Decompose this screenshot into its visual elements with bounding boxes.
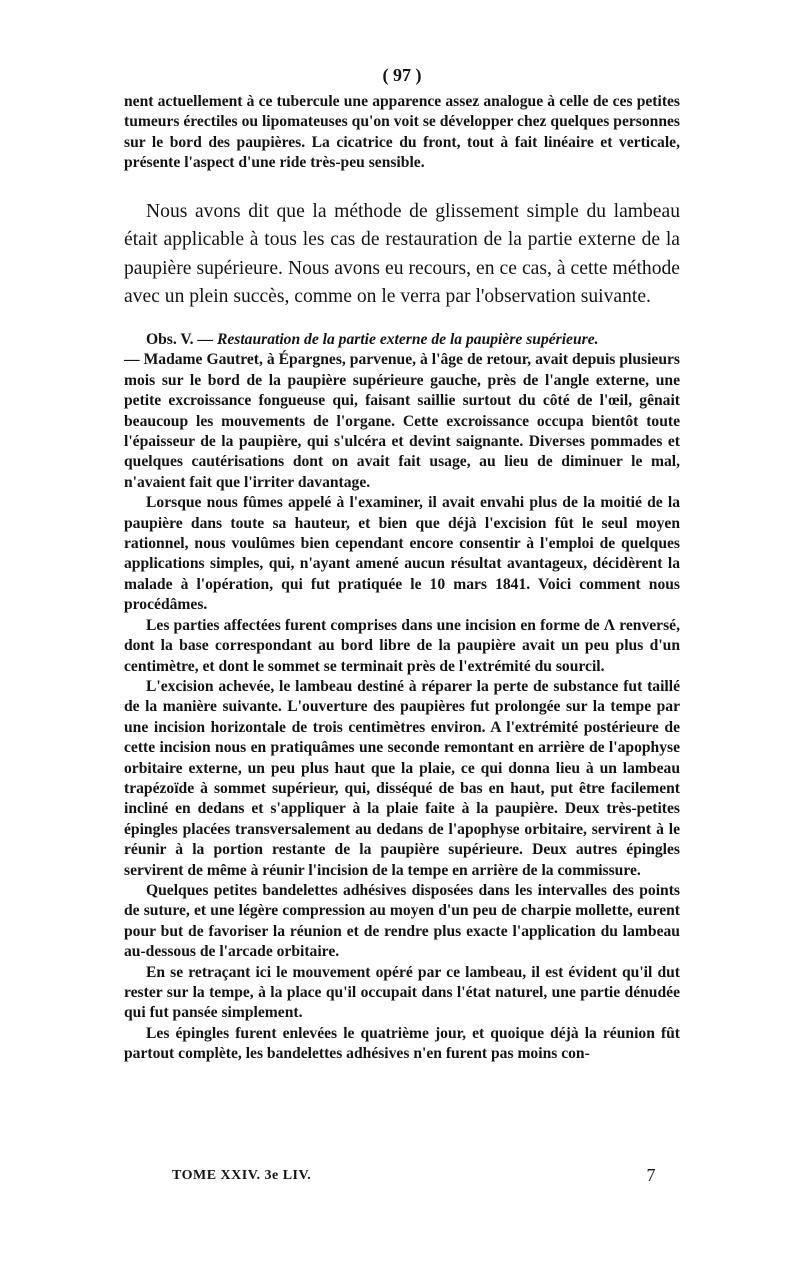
signature-mark: 7 [646, 1165, 656, 1185]
page-footer [172, 1165, 656, 1186]
paragraph-examination: Lorsque nous fûmes appelé à l'examiner, il avait envahi plus de la moitié de la paupière dans toute sa hauteur, et bien que déjà l'excision fût le seul moyen rationnel, nous voulûmes bien cependant encore consentir à l'emploi de quelques applications simples, qui, n'ayant amené aucun résultat avantageux, décidèrent la malade à l'opération, qui fut pratiquée le 10 mars 1841. Voici comment nous procédâmes. [124, 494, 680, 614]
observation-label: Obs. V. — [146, 331, 214, 348]
paragraph-dressing: Quelques petites bandelettes adhésives disposées dans les intervalles des points de suture, et une légère compression au moyen d'un peu de charpie mollette, eurent pour but de favoriser la réunion et de rendre plus exacte l'application du lambeau au-dessous de l'arcade orbitaire. [124, 881, 680, 961]
paragraph-incision: Les parties affectées furent comprises dans une incision en forme de Λ renversé, dont la base correspondant au bord libre de la paupière avait un peu plus d'un centimètre, et dont le sommet se terminait près de l'extrémité du sourcil. [124, 616, 680, 675]
volume-reference: TOME XXIV. 3e LIV. [172, 1168, 312, 1183]
paragraph-flap: L'excision achevée, le lambeau destiné à réparer la perte de substance fut taillé de la manière suivante. L'ouverture des paupières fut prolongée sur la tempe par une incision horizontale de trois centimètres environ. A l'extrémité postérieure de cette incision nous en pratiquâmes une seconde remontant en arrière de l'apophyse orbitaire externe, un peu plus haut que la plaie, ce qui donna lieu à un lambeau trapézoïde à sommet supérieur, qui, disséqué de bas en haut, put être facilement incliné en dedans et s'appliquer à la plaie faite à la paupière. Deux très-petites épingles placées transversalement au dedans de l'apophyse orbitaire, servirent à le réunir à la portion restante de la paupière supérieure. Deux autres épingles servirent de même à réunir l'incision de la tempe en arrière de la commissure. [124, 677, 680, 879]
paragraph-continuation: nent actuellement à ce tubercule une apparence assez analogue à celle de ces petites tumeurs érectiles ou lipomateuses qu'on voit se développer chez quelques personnes sur le bord des paupières. La cicatrice du front, tout à fait linéaire et verticale, présente l'aspect d'une ride très-peu sensible. [124, 93, 680, 172]
observation-title: Restauration de la partie externe de la paupière supérieure. [216, 331, 599, 348]
document-page [124, 58, 680, 1208]
page-number: ( 97 ) [382, 65, 422, 85]
paragraph-method: Nous avons dit que la méthode de glissement simple du lambeau était applicable à tous les cas de restauration de la partie externe de la paupière supérieure. Nous avons eu recours, en ce cas, à cette méthode avec un plein succès, comme on le verra par l'observation suivante. [124, 200, 680, 308]
paragraph-movement: En se retraçant ici le mouvement opéré par ce lambeau, il est évident qu'il dut rester sur la tempe, à la place qu'il occupait dans l'état naturel, une partie dénudée qui fut pansée simplement. [124, 963, 680, 1022]
paragraph-pins: Les épingles furent enlevées le quatrième jour, et quoique déjà la réunion fût partout complète, les bandelettes adhésives n'en furent pas moins con- [124, 1024, 680, 1063]
observation-heading [124, 330, 680, 350]
paragraph-case: — Madame Gautret, à Épargnes, parvenue, à l'âge de retour, avait depuis plusieurs mois sur le bord de la paupière supérieure gauche, près de l'angle externe, une petite excroissance fongueuse qui, faisant saillie surtout du côté de l'œil, gênait beaucoup les mouvements de l'organe. Cette excroissance occupa bientôt toute l'épaisseur de la paupière, qui s'ulcéra et devint saignante. Diverses pommades et quelques cautérisations dont on avait fait usage, au lieu de diminuer le mal, n'avaient fait que l'irriter davantage. [124, 351, 680, 491]
